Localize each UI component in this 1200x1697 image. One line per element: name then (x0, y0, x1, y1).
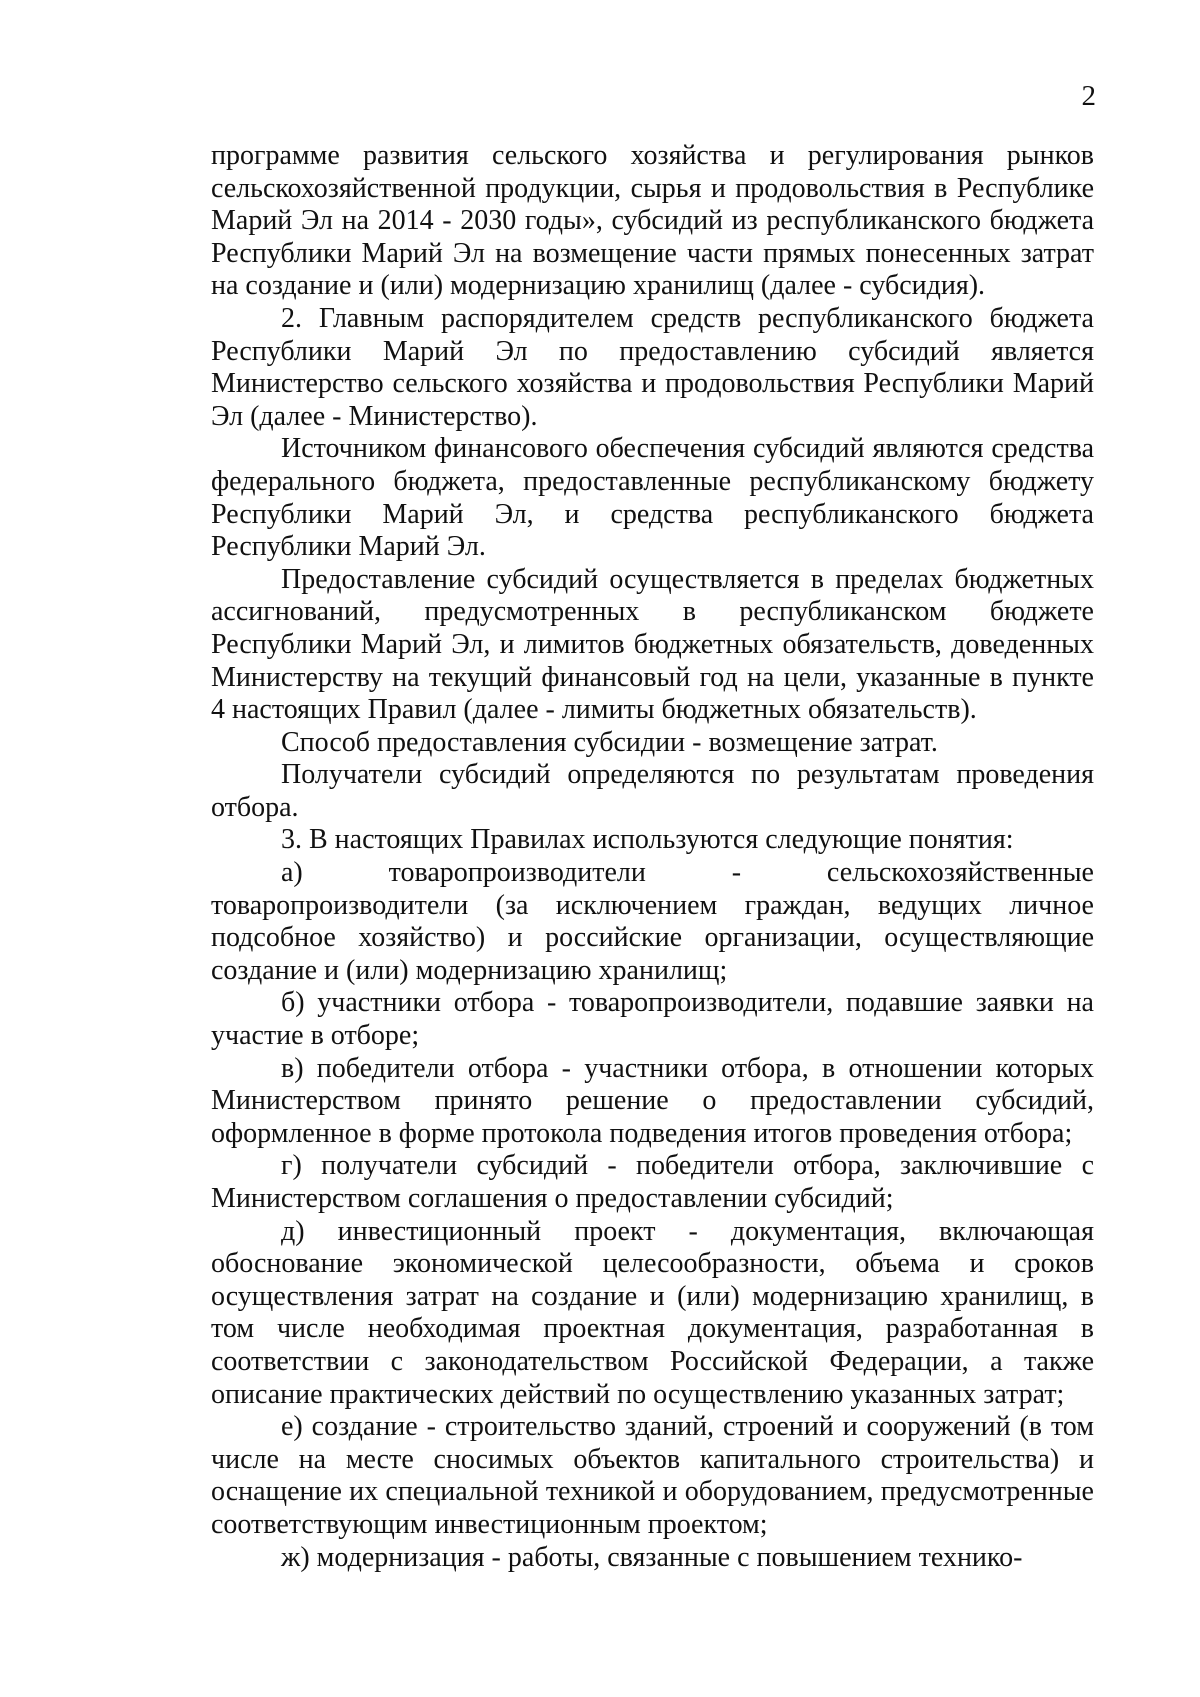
paragraph: е) создание - строительство зданий, строений и сооружений (в том числе на месте сносимых объектов капитального строительства) и оснащение их специальной техникой и оборудованием, предусмотренные соответствующим инвестиционным проектом; (211, 1411, 1094, 1540)
paragraph: 3. В настоящих Правилах используются следующие понятия: (281, 824, 1014, 856)
paragraph: программе развития сельского хозяйства и регулирования рынков сельскохозяйственной продукции, сырья и продовольствия в Республике Марий Эл на 2014 - 2030 годы», субсидий из республиканского бюджета Республики Марий Эл на возмещение части прямых понесенных затрат на создание и (или) модернизацию хранилищ (далее - субсидия). (211, 140, 1094, 302)
paragraph: Способ предоставления субсидии - возмещение затрат. (281, 726, 938, 758)
paragraph: Источником финансового обеспечения субсидий являются средства федерального бюджета, предоставленные республиканскому бюджету Республики Марий Эл, и средства республиканского бюджета Республики Марий Эл. (211, 433, 1094, 563)
page-number: 2 (1081, 80, 1096, 112)
paragraph: ж) модернизация - работы, связанные с повышением технико- (281, 1541, 1023, 1573)
paragraph: Получатели субсидий определяются по результатам проведения отбора. (211, 759, 1094, 823)
paragraph: Предоставление субсидий осуществляется в пределах бюджетных ассигнований, предусмотренных в республиканском бюджете Республики Марий Эл, и лимитов бюджетных обязательств, доведенных Министерству на текущий финансовый год на цели, указанные в пункте 4 настоящих Правил (далее - лимиты бюджетных обязательств). (211, 563, 1094, 726)
paragraph: в) победители отбора - участники отбора, в отношении которых Министерством принято решение о предоставлении субсидий, оформленное в форме протокола подведения итогов проведения отбора; (211, 1052, 1094, 1149)
paragraph: б) участники отбора - товаропроизводители, подавшие заявки на участие в отборе; (211, 987, 1094, 1052)
paragraph: 2. Главным распорядителем средств республиканского бюджета Республики Марий Эл по предоставлению субсидий является Министерство сельского хозяйства и продовольствия Республики Марий Эл (далее - Министерство). (211, 302, 1094, 432)
paragraph: г) получатели субсидий - победители отбора, заключившие с Министерством соглашения о предоставлении субсидий; (211, 1150, 1094, 1214)
paragraph: д) инвестиционный проект - документация, включающая обоснование экономической целесообразности, объема и сроков осуществления затрат на создание и (или) модернизацию хранилищ, в том числе необходимая проектная документация, разработанная в соответствии с законодательством Российской Федерации, а также описание практических действий по осуществлению указанных затрат; (211, 1215, 1094, 1410)
body-text (211, 140, 1094, 1574)
paragraph: а) товаропроизводители - сельскохозяйственные товаропроизводители (за исключением граждан, ведущих личное подсобное хозяйство) и российские организации, осуществляющие создание и (или) модернизацию хранилищ; (211, 857, 1094, 986)
